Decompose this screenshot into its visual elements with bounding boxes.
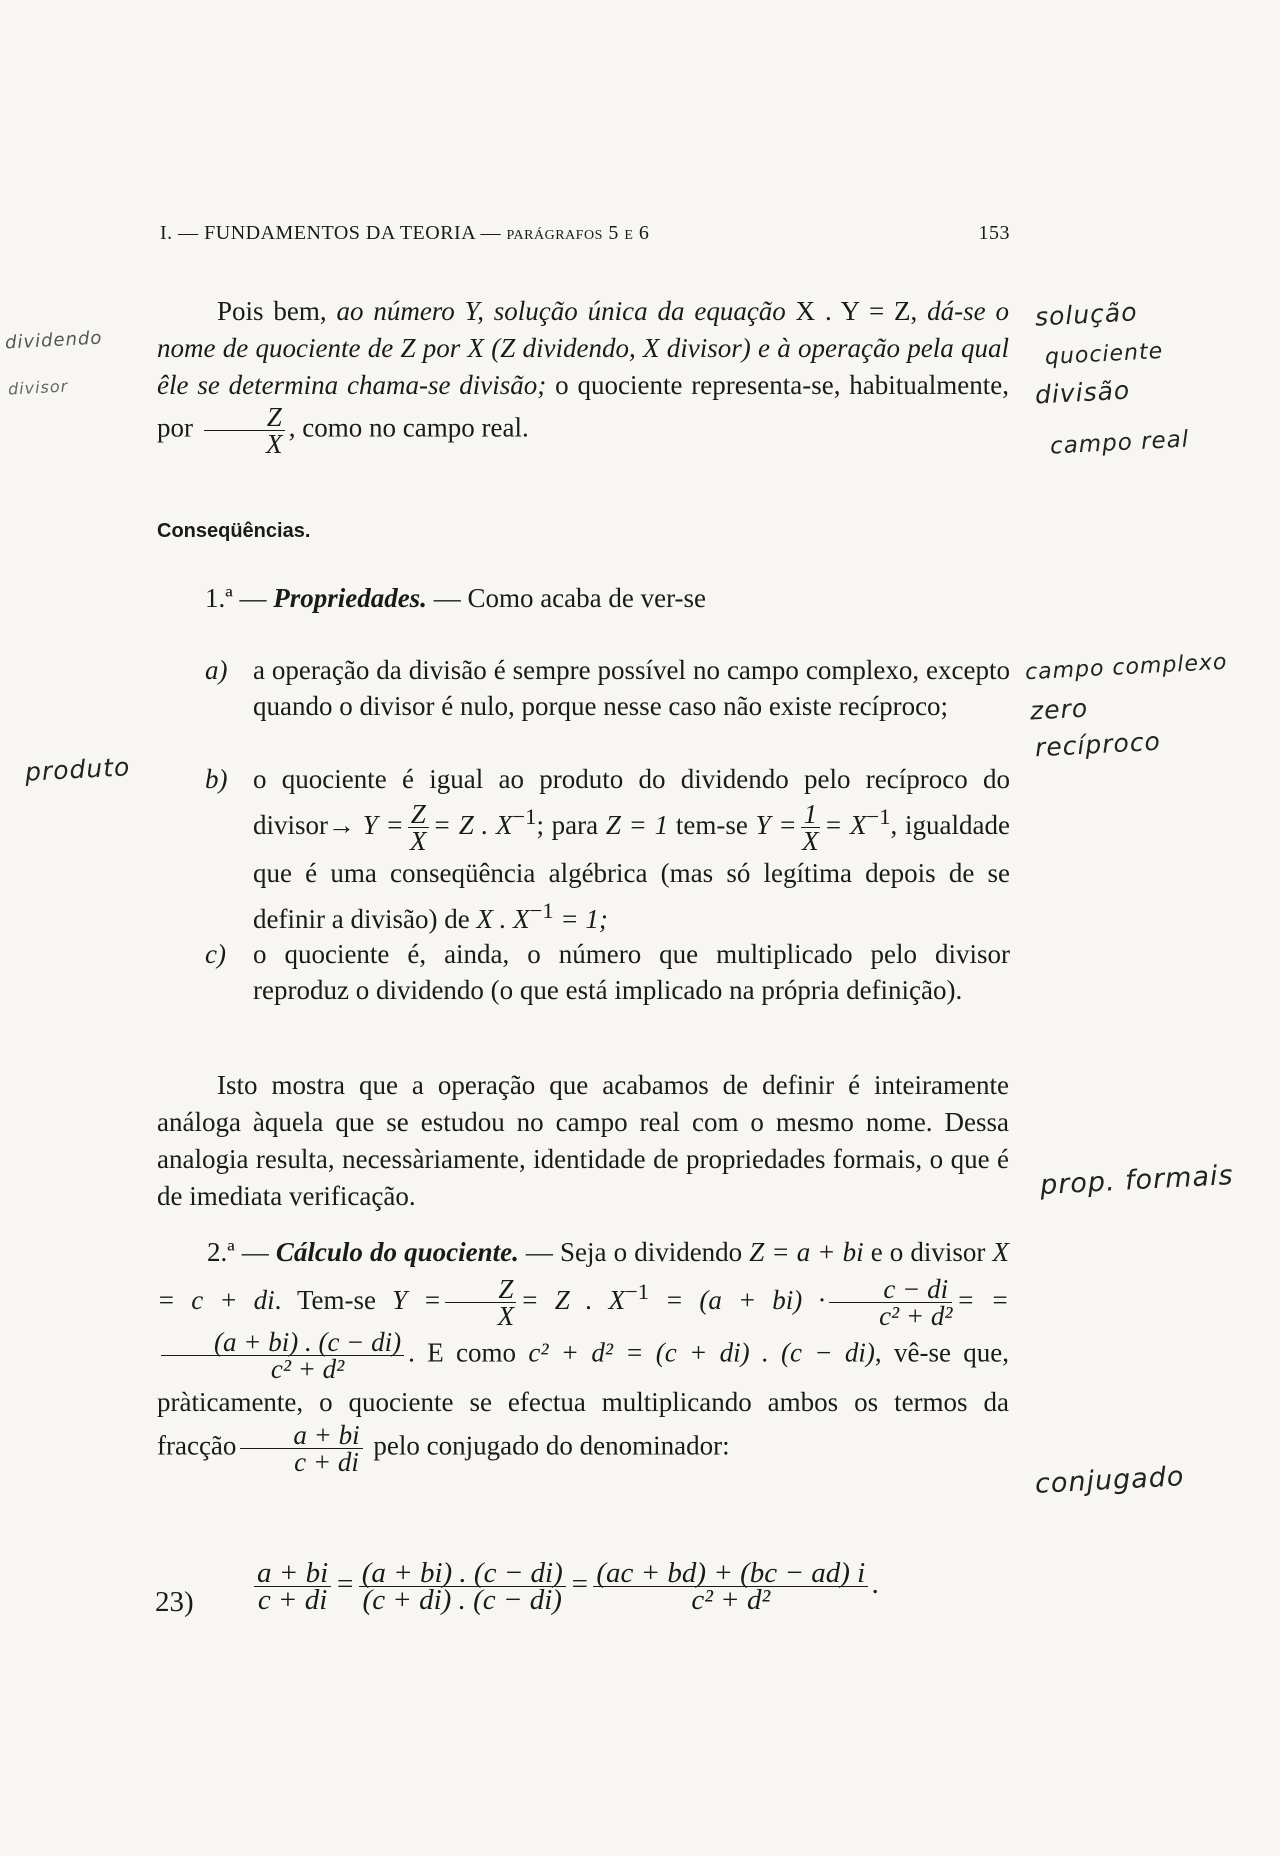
fraction-conj: [829, 1274, 953, 1332]
frac-den: c² + d²: [691, 1584, 771, 1616]
handwritten-note-zero: zero: [1029, 693, 1089, 726]
equation-body: [250, 1557, 880, 1616]
running-title: I. — FUNDAMENTOS DA TEORIA — parágrafos 5 e 6: [160, 222, 650, 244]
intro-italic-1: ao número Y, solução única da equação: [336, 296, 786, 326]
prop2-mid2: = (a + bi) ·: [649, 1285, 826, 1315]
item-c-label: c): [205, 939, 226, 969]
frac-den: c + di: [257, 1584, 328, 1616]
frac-den: X: [802, 826, 819, 857]
prop2-text-4: . E como: [408, 1338, 529, 1368]
exponent: −1: [866, 804, 891, 829]
item-b-formula-1b: = Z . X: [432, 810, 513, 840]
fraction-1-over-x: [801, 799, 821, 857]
item-b-formula-3b: = X: [824, 810, 867, 840]
frac-num: (a + bi) . (c − di): [161, 1329, 404, 1356]
prop2-formula-z: Z = a + bi: [749, 1237, 864, 1267]
section-title: Conseqüências.: [157, 520, 311, 542]
handwritten-note-campo-complexo: campo complexo: [1024, 649, 1229, 686]
item-b-text-3: tem-se: [668, 810, 756, 840]
handwritten-note-dividendo: dividendo: [4, 327, 103, 354]
frac-num: (a + bi) . (c − di): [359, 1560, 566, 1587]
frac-den: c² + d²: [879, 1301, 953, 1332]
frac-num: Z: [408, 801, 429, 828]
frac-num: Z: [204, 404, 285, 431]
prop1-title: Propriedades.: [273, 583, 427, 613]
prop2-y-eq: Y =: [392, 1285, 442, 1315]
prop1-text: — Como acaba de ver-se: [426, 583, 707, 613]
list-item-a: [205, 652, 1010, 724]
item-b-formula-4b: = 1;: [553, 904, 608, 935]
frac-num: a + bi: [254, 1560, 331, 1587]
fraction-a-bi-c-di: [240, 1420, 362, 1478]
frac-num: 1: [801, 801, 821, 828]
exponent: −1: [512, 804, 537, 829]
fraction-z-over-x-b: [408, 799, 429, 857]
frac-den: c + di: [294, 1447, 359, 1478]
prop2-eq-end: =: [956, 1285, 975, 1315]
intro-paragraph: [157, 293, 1009, 457]
prop2-formula-c: c² + d² = (c + di) . (c − di): [528, 1338, 875, 1368]
item-b-formula-4: X . X: [476, 904, 530, 935]
fraction-product: [161, 1327, 404, 1385]
property-2-paragraph: [157, 1232, 1009, 1478]
item-c-text: o quociente é, ainda, o número que multiplicado pelo divisor reproduz o dividendo (o que está implicado na própria definição).: [253, 939, 1010, 1005]
frac-num: a + bi: [240, 1422, 362, 1449]
frac-den: X: [410, 826, 427, 857]
item-b-text-1: o quociente é igual ao produto do dividendo pelo recíproco do divisor→: [253, 764, 1010, 840]
frac-den: c² + d²: [270, 1354, 345, 1385]
eq-end: .: [872, 1568, 880, 1601]
list-item-b: [205, 760, 1010, 938]
eq-sign: =: [335, 1568, 355, 1601]
prop2-formula-x: X = c + di: [157, 1237, 1009, 1315]
eq-fraction-2: [359, 1557, 566, 1616]
handwritten-note-quociente: quociente: [1044, 338, 1164, 371]
intro-rest: o quociente representa-se, habitualmente, por: [157, 370, 1010, 443]
prop2-text-6: pelo conjugado do denominador:: [366, 1431, 730, 1461]
prop2-text-1: — Seja o dividendo: [518, 1237, 750, 1267]
intro-pre: Pois bem,: [217, 296, 337, 326]
handwritten-note-reciproco: recíproco: [1034, 726, 1162, 763]
prop2-mid: = Z . X: [520, 1285, 626, 1315]
page-number: 153: [978, 222, 1010, 244]
prop2-text-5: , vê-se que, pràticamente, o quociente se efectua multiplicando ambos os termos da fracção: [157, 1338, 1009, 1461]
handwritten-note-produto: produto: [24, 752, 131, 787]
handwritten-note-divisao: divisão: [1034, 375, 1131, 410]
list-item-c: [205, 936, 1010, 1008]
running-header: [160, 222, 1010, 245]
item-b-formula-2: Z = 1: [605, 810, 669, 840]
intro-tail: , como no campo real.: [288, 412, 529, 443]
prop2-text-3: . Tem-se: [274, 1285, 393, 1315]
analogy-paragraph: Isto mostra que a operação que acabamos de definir é inteiramente análoga àquela que se estudou no campo real com o mesmo nome. Dessa analogia resulta, necessàriamente, identidade de propriedades formais, o que é de imediata verificação.: [157, 1070, 1009, 1211]
exponent: −1: [529, 898, 554, 924]
handwritten-note-divisor: divisor: [7, 376, 69, 399]
fraction-z-over-x: [204, 404, 285, 457]
equation-label: 23): [155, 1586, 194, 1618]
prop2-line2-start: =: [990, 1285, 1009, 1315]
intro-math: X . Y = Z,: [785, 296, 928, 326]
frac-num: (ac + bd) + (bc − ad) i: [593, 1560, 868, 1587]
eq-fraction-1: [254, 1557, 331, 1616]
item-b-text: [253, 760, 1010, 938]
handwritten-note-prop-formais: prop. formais: [1039, 1159, 1235, 1202]
frac-num: c − di: [829, 1276, 952, 1303]
handwritten-note-conjugado: conjugado: [1034, 1461, 1186, 1500]
item-b-text-2: ; para: [536, 810, 606, 840]
prop2-text-2: e o divisor: [863, 1237, 993, 1267]
item-a-label: a): [205, 655, 228, 685]
item-a-text: a operação da divisão é sempre possível no campo complexo, excepto quando o divisor é nulo, porque nesse caso não existe recíproco;: [253, 655, 1010, 721]
eq-sign: =: [569, 1568, 590, 1601]
frac-den: X: [497, 1301, 515, 1332]
property-1-heading: [205, 583, 1005, 614]
prop2-number: 2.ª —: [207, 1237, 276, 1267]
item-b-label: b): [205, 764, 228, 794]
handwritten-note-campo-real: campo real: [1049, 426, 1190, 460]
fraction-z-x: [445, 1274, 516, 1332]
handwritten-note-solucao: solução: [1034, 297, 1139, 332]
item-b-formula-1a: Y =: [362, 810, 404, 840]
exponent: −1: [625, 1279, 650, 1304]
frac-den: (c + di) . (c − di): [362, 1584, 562, 1616]
frac-den: X: [266, 429, 283, 459]
item-b-text-4: , igualdade que é uma conseqüência algébrica (mas só legítima depois de se definir a divisão) de: [253, 810, 1010, 935]
prop2-title: Cálculo do quociente.: [275, 1237, 519, 1267]
intro-italic-2: dá-se o nome de quociente de Z por X (Z dividendo, X divisor) e à operação pela qual êle se determina chama-se divisão;: [157, 296, 1009, 400]
prop1-number: 1.ª —: [205, 583, 274, 613]
item-b-formula-3a: Y =: [755, 810, 797, 840]
eq-fraction-3: [593, 1557, 868, 1616]
frac-num: Z: [445, 1276, 516, 1303]
